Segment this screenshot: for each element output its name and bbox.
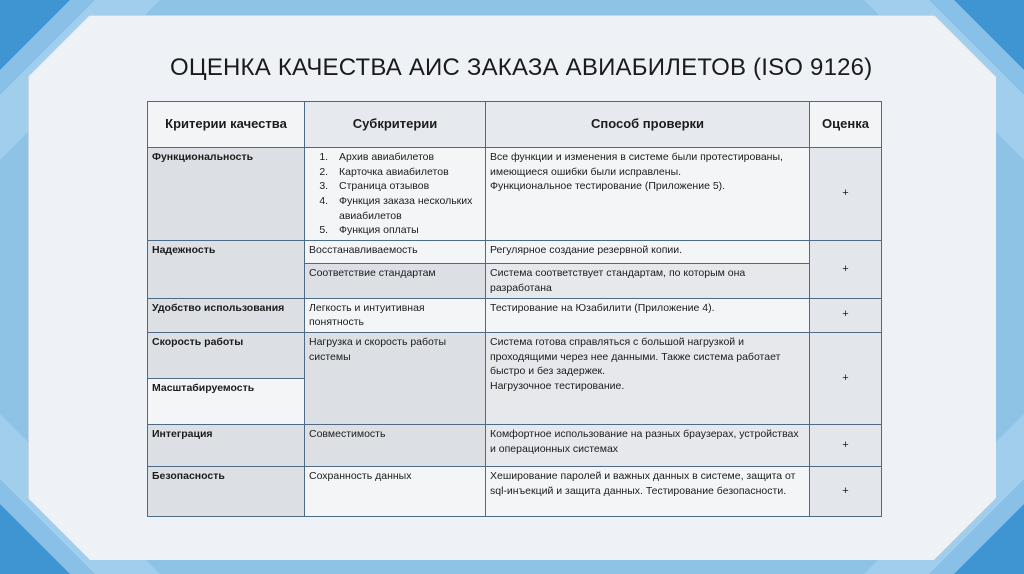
score-cell: + xyxy=(810,424,882,466)
subcriteria-cell: Восстанавливаемость xyxy=(305,241,486,264)
table-row xyxy=(148,148,882,241)
subcriteria-cell: Нагрузка и скорость работы системы xyxy=(305,332,486,424)
criterion-cell: Безопасность xyxy=(148,466,305,516)
method-cell: Тестирование на Юзабилити (Приложение 4). xyxy=(486,298,810,332)
list-item: 4. Функция заказа нескольких авиабилетов xyxy=(331,194,481,223)
method-cell: Регулярное создание резервной копии. xyxy=(486,241,810,264)
method-text: Система готова справляться с большой нагрузкой и проходящими через нее данными. Также система работает быстро и без задержек. xyxy=(490,335,781,378)
method-cell xyxy=(486,148,810,241)
subcriteria-cell: Совместимость xyxy=(305,424,486,466)
method-text: Все функции и изменения в системе были протестированы, имеющиеся ошибки были исправлены. xyxy=(490,151,783,178)
criterion-cell: Масштабируемость xyxy=(148,378,305,424)
subcriteria-cell: Легкость и интуитивная понятность xyxy=(305,298,486,332)
method-cell: Хеширование паролей и важных данных в системе, защита от sql-инъекций и защита данных. Тестирование безопасности. xyxy=(486,466,810,516)
subcriteria-cell xyxy=(305,148,486,241)
score-cell: + xyxy=(810,466,882,516)
slide-title: ОЦЕНКА КАЧЕСТВА АИС ЗАКАЗА АВИАБИЛЕТОВ (ISO 9126) xyxy=(170,54,873,81)
score-cell: + xyxy=(810,241,882,298)
table-row xyxy=(148,241,882,264)
criterion-cell: Интеграция xyxy=(148,424,305,466)
subcriteria-cell: Сохранность данных xyxy=(305,466,486,516)
method-text: Нагрузочное тестирование. xyxy=(490,379,625,392)
table-row xyxy=(148,466,882,516)
method-text: Функциональное тестирование (Приложение 5). xyxy=(490,180,726,193)
table-header-row xyxy=(148,102,882,148)
method-cell: Комфортное использование на разных браузерах, устройствах и операционных системах xyxy=(486,424,810,466)
list-item: 1. Архив авиабилетов xyxy=(331,150,481,165)
subcriteria-cell: Соответствие стандартам xyxy=(305,264,486,298)
table-row xyxy=(148,332,882,378)
header-criteria: Критерии качества xyxy=(148,102,305,148)
criterion-cell: Надежность xyxy=(148,241,305,298)
criterion-cell: Удобство использования xyxy=(148,298,305,332)
score-cell: + xyxy=(810,298,882,332)
list-item: 2. Карточка авиабилетов xyxy=(331,165,481,180)
header-score: Оценка xyxy=(810,102,882,148)
table-row xyxy=(148,298,882,332)
table-row xyxy=(148,424,882,466)
list-item: 5. Функция оплаты xyxy=(331,223,481,238)
score-cell: + xyxy=(810,148,882,241)
list-item: 3. Страница отзывов xyxy=(331,179,481,194)
score-cell: + xyxy=(810,332,882,424)
criterion-cell: Функциональность xyxy=(148,148,305,241)
header-subcriteria: Субкритерии xyxy=(305,102,486,148)
method-cell xyxy=(486,332,810,424)
header-method: Способ проверки xyxy=(486,102,810,148)
method-cell: Система соответствует стандартам, по которым она разработана xyxy=(486,264,810,298)
quality-table xyxy=(147,101,882,517)
criterion-cell: Скорость работы xyxy=(148,332,305,378)
subcriteria-list xyxy=(309,150,481,238)
